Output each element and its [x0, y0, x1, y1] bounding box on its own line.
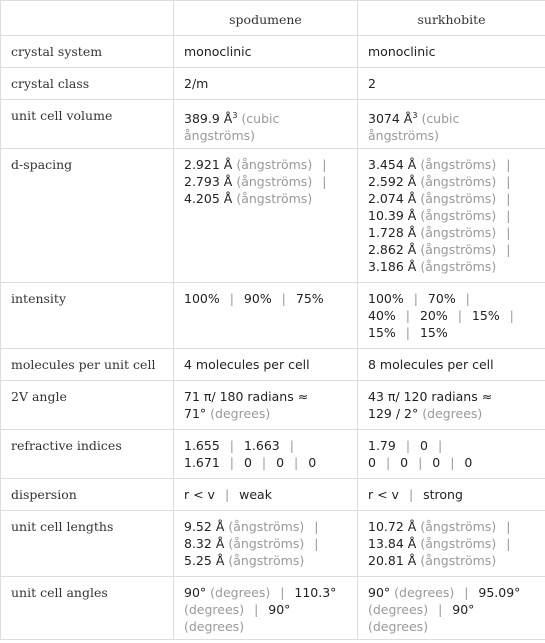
table-row: [1, 511, 545, 577]
table-row: [1, 577, 545, 640]
row-label: intensity: [1, 283, 174, 349]
header-row: [1, 1, 545, 36]
cell-line: 129 / 2° (degrees): [368, 406, 483, 421]
row-label: crystal class: [1, 68, 174, 100]
row-label: refractive indices: [1, 430, 174, 479]
cell-line: 3.186 Å (ångströms): [368, 259, 497, 274]
row-label: crystal system: [1, 36, 174, 68]
cell-line: 10.39 Å (ångströms) |: [368, 208, 511, 223]
row-label: unit cell lengths: [1, 511, 174, 577]
cell-line: 100% | 70% |: [368, 291, 470, 306]
surkhobite-value: [358, 149, 545, 283]
cell-line: monoclinic: [368, 44, 436, 59]
spodumene-value: [174, 283, 358, 349]
row-label: molecules per unit cell: [1, 349, 174, 381]
table-row: [1, 479, 545, 511]
cell-line: 2: [368, 76, 376, 91]
cell-line: 5.25 Å (ångströms): [184, 553, 305, 568]
cell-line: (degrees): [368, 619, 429, 634]
header-spodumene: spodumene: [174, 1, 358, 36]
cell-line: 90° (degrees) | 95.09°: [368, 585, 521, 600]
cell-line: r < v | weak: [184, 487, 272, 502]
surkhobite-value: [358, 381, 545, 430]
surkhobite-value: [358, 511, 545, 577]
cell-line: 3074 $Å^3$ (cubic: [368, 111, 460, 127]
cell-line: 8 molecules per cell: [368, 357, 494, 372]
table-row: [1, 100, 545, 149]
row-label: dispersion: [1, 479, 174, 511]
cell-line: 2/m: [184, 76, 209, 91]
cell-line: 15% | 15%: [368, 325, 448, 340]
cell-line: 1.671 | 0 | 0 | 0: [184, 455, 317, 470]
cell-line: 2.793 Å (ångströms) |: [184, 174, 327, 189]
cell-line: 13.84 Å (ångströms) |: [368, 536, 511, 551]
surkhobite-value: [358, 577, 545, 640]
cell-line: ångströms): [184, 128, 256, 144]
cell-line: r < v | strong: [368, 487, 463, 502]
cell-line: 8.32 Å (ångströms) |: [184, 536, 319, 551]
spodumene-value: [174, 100, 358, 149]
table-row: [1, 283, 545, 349]
cell-line: 43 π/ 120 radians ≈: [368, 389, 493, 404]
table-row: [1, 68, 545, 100]
spodumene-value: [174, 36, 358, 68]
table-row: [1, 36, 545, 68]
cell-line: 3.454 Å (ångströms) |: [368, 157, 511, 172]
surkhobite-value: [358, 36, 545, 68]
cell-line: 90° (degrees) | 110.3°: [184, 585, 337, 600]
spodumene-value: [174, 68, 358, 100]
header-surkhobite: surkhobite: [358, 1, 545, 36]
spodumene-value: [174, 577, 358, 640]
table-row: [1, 381, 545, 430]
cell-line: 2.074 Å (ångströms) |: [368, 191, 511, 206]
cell-line: 9.52 Å (ångströms) |: [184, 519, 319, 534]
spodumene-value: [174, 430, 358, 479]
row-label: d-spacing: [1, 149, 174, 283]
surkhobite-value: [358, 430, 545, 479]
cell-line: 71 π/ 180 radians ≈: [184, 389, 309, 404]
cell-line: (degrees) | 90°: [184, 602, 291, 617]
surkhobite-value: [358, 100, 545, 149]
row-label: unit cell angles: [1, 577, 174, 640]
row-label: unit cell volume: [1, 100, 174, 149]
spodumene-value: [174, 511, 358, 577]
header-blank: [1, 1, 174, 36]
cell-line: 10.72 Å (ångströms) |: [368, 519, 511, 534]
cell-line: 2.921 Å (ångströms) |: [184, 157, 327, 172]
surkhobite-value: [358, 283, 545, 349]
cell-line: ångströms): [368, 128, 440, 144]
cell-line: 20.81 Å (ångströms): [368, 553, 497, 568]
cell-line: 1.655 | 1.663 |: [184, 438, 294, 453]
table-row: [1, 430, 545, 479]
cell-line: 0 | 0 | 0 | 0: [368, 455, 473, 470]
cell-line: (degrees) | 90°: [368, 602, 475, 617]
cell-line: 1.728 Å (ångströms) |: [368, 225, 511, 240]
row-label: 2V angle: [1, 381, 174, 430]
spodumene-value: [174, 349, 358, 381]
surkhobite-value: [358, 479, 545, 511]
surkhobite-value: [358, 349, 545, 381]
spodumene-value: [174, 381, 358, 430]
table-row: [1, 149, 545, 283]
cell-line: (degrees): [184, 619, 245, 634]
cell-line: 4.205 Å (ångströms): [184, 191, 313, 206]
cell-line: 100% | 90% | 75%: [184, 291, 324, 306]
spodumene-value: [174, 479, 358, 511]
cell-line: 71° (degrees): [184, 406, 271, 421]
spodumene-value: [174, 149, 358, 283]
cell-line: 2.592 Å (ångströms) |: [368, 174, 511, 189]
cell-line: 40% | 20% | 15% |: [368, 308, 514, 323]
table-row: [1, 349, 545, 381]
cell-line: 2.862 Å (ångströms) |: [368, 242, 511, 257]
cell-line: 389.9 $Å^3$ (cubic: [184, 111, 280, 127]
surkhobite-value: [358, 68, 545, 100]
cell-line: 1.79 | 0 |: [368, 438, 443, 453]
cell-line: monoclinic: [184, 44, 252, 59]
cell-line: 4 molecules per cell: [184, 357, 310, 372]
